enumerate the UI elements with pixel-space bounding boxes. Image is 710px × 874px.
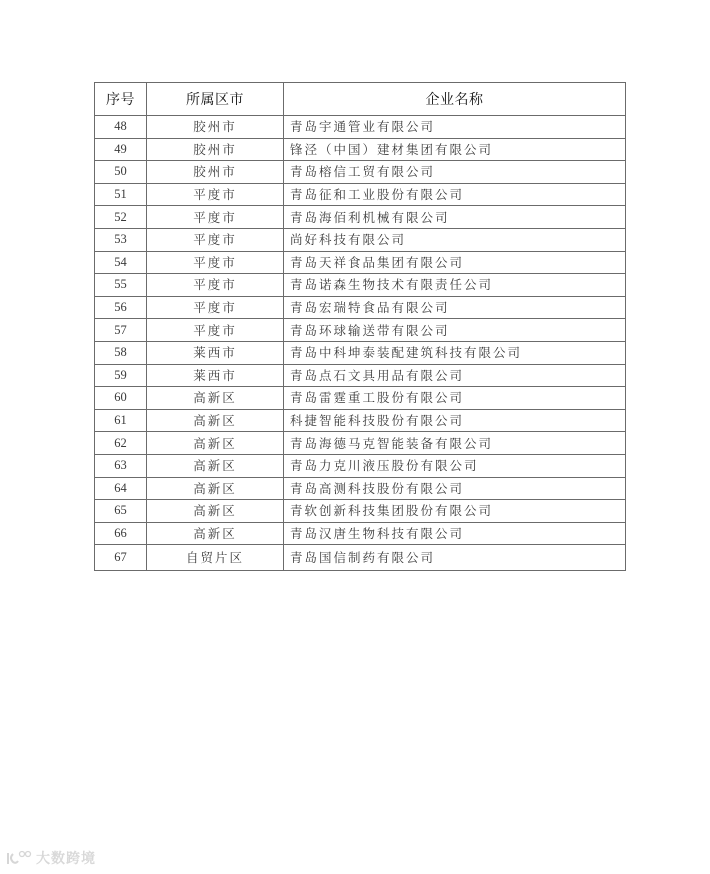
table-row bbox=[95, 183, 626, 206]
cell-district: 高新区 bbox=[147, 409, 284, 432]
watermark-text: 大数跨境 bbox=[36, 851, 96, 867]
cell-district: 高新区 bbox=[147, 432, 284, 455]
cell-district: 莱西市 bbox=[147, 364, 284, 387]
cell-company-name: 青软创新科技集团股份有限公司 bbox=[284, 500, 626, 523]
cell-no: 63 bbox=[95, 454, 147, 477]
cell-company-name: 锋泾（中国）建材集团有限公司 bbox=[284, 138, 626, 161]
cell-district: 平度市 bbox=[147, 228, 284, 251]
cell-no: 60 bbox=[95, 387, 147, 410]
cell-no: 55 bbox=[95, 274, 147, 297]
cell-district: 平度市 bbox=[147, 296, 284, 319]
cell-company-name: 青岛点石文具用品有限公司 bbox=[284, 364, 626, 387]
table-row bbox=[95, 364, 626, 387]
watermark bbox=[6, 848, 96, 868]
cell-company-name: 青岛中科坤泰装配建筑科技有限公司 bbox=[284, 341, 626, 364]
table-row bbox=[95, 387, 626, 410]
cell-company-name: 青岛环球输送带有限公司 bbox=[284, 319, 626, 342]
cell-company-name: 青岛海德马克智能装备有限公司 bbox=[284, 432, 626, 455]
cell-no: 64 bbox=[95, 477, 147, 500]
cell-district: 自贸片区 bbox=[147, 545, 284, 571]
cell-no: 51 bbox=[95, 183, 147, 206]
cell-company-name: 青岛宏瑞特食品有限公司 bbox=[284, 296, 626, 319]
cell-no: 49 bbox=[95, 138, 147, 161]
cell-no: 58 bbox=[95, 341, 147, 364]
table-row bbox=[95, 138, 626, 161]
cell-no: 66 bbox=[95, 522, 147, 545]
cell-company-name: 科捷智能科技股份有限公司 bbox=[284, 409, 626, 432]
cell-no: 59 bbox=[95, 364, 147, 387]
cell-district: 平度市 bbox=[147, 319, 284, 342]
enterprise-list-table bbox=[94, 82, 626, 571]
cell-district: 平度市 bbox=[147, 206, 284, 229]
table-row bbox=[95, 477, 626, 500]
cell-district: 胶州市 bbox=[147, 138, 284, 161]
cell-district: 高新区 bbox=[147, 522, 284, 545]
header-district: 所属区市 bbox=[147, 83, 284, 116]
cell-company-name: 青岛雷霆重工股份有限公司 bbox=[284, 387, 626, 410]
cell-company-name: 青岛国信制药有限公司 bbox=[284, 545, 626, 571]
table-header-row bbox=[95, 83, 626, 116]
cell-company-name: 青岛天祥食品集团有限公司 bbox=[284, 251, 626, 274]
table-row bbox=[95, 228, 626, 251]
table-row bbox=[95, 161, 626, 184]
cell-no: 57 bbox=[95, 319, 147, 342]
cell-no: 61 bbox=[95, 409, 147, 432]
table-row bbox=[95, 274, 626, 297]
table-row bbox=[95, 319, 626, 342]
table-row bbox=[95, 432, 626, 455]
table-row bbox=[95, 116, 626, 139]
cell-district: 平度市 bbox=[147, 183, 284, 206]
cell-no: 56 bbox=[95, 296, 147, 319]
watermark-logo-icon bbox=[6, 850, 32, 866]
cell-district: 高新区 bbox=[147, 477, 284, 500]
cell-company-name: 青岛力克川液压股份有限公司 bbox=[284, 454, 626, 477]
table-row bbox=[95, 522, 626, 545]
cell-no: 52 bbox=[95, 206, 147, 229]
table-row bbox=[95, 454, 626, 477]
cell-district: 高新区 bbox=[147, 454, 284, 477]
cell-company-name: 青岛诺森生物技术有限责任公司 bbox=[284, 274, 626, 297]
cell-no: 54 bbox=[95, 251, 147, 274]
cell-company-name: 青岛宇通管业有限公司 bbox=[284, 116, 626, 139]
table-row bbox=[95, 341, 626, 364]
cell-district: 高新区 bbox=[147, 500, 284, 523]
cell-no: 50 bbox=[95, 161, 147, 184]
header-no: 序号 bbox=[95, 83, 147, 116]
cell-no: 53 bbox=[95, 228, 147, 251]
cell-no: 48 bbox=[95, 116, 147, 139]
cell-no: 65 bbox=[95, 500, 147, 523]
cell-no: 67 bbox=[95, 545, 147, 571]
table-row bbox=[95, 206, 626, 229]
header-company-name: 企业名称 bbox=[284, 83, 626, 116]
cell-company-name: 青岛高测科技股份有限公司 bbox=[284, 477, 626, 500]
cell-district: 平度市 bbox=[147, 274, 284, 297]
cell-company-name: 青岛榕信工贸有限公司 bbox=[284, 161, 626, 184]
cell-district: 莱西市 bbox=[147, 341, 284, 364]
cell-district: 胶州市 bbox=[147, 116, 284, 139]
cell-district: 胶州市 bbox=[147, 161, 284, 184]
table-body bbox=[95, 116, 626, 571]
table-row bbox=[95, 409, 626, 432]
cell-company-name: 青岛汉唐生物科技有限公司 bbox=[284, 522, 626, 545]
table-row bbox=[95, 500, 626, 523]
cell-company-name: 青岛征和工业股份有限公司 bbox=[284, 183, 626, 206]
cell-company-name: 青岛海佰利机械有限公司 bbox=[284, 206, 626, 229]
table-row bbox=[95, 296, 626, 319]
table-row bbox=[95, 251, 626, 274]
cell-company-name: 尚好科技有限公司 bbox=[284, 228, 626, 251]
cell-district: 高新区 bbox=[147, 387, 284, 410]
cell-no: 62 bbox=[95, 432, 147, 455]
cell-district: 平度市 bbox=[147, 251, 284, 274]
table-row bbox=[95, 545, 626, 571]
